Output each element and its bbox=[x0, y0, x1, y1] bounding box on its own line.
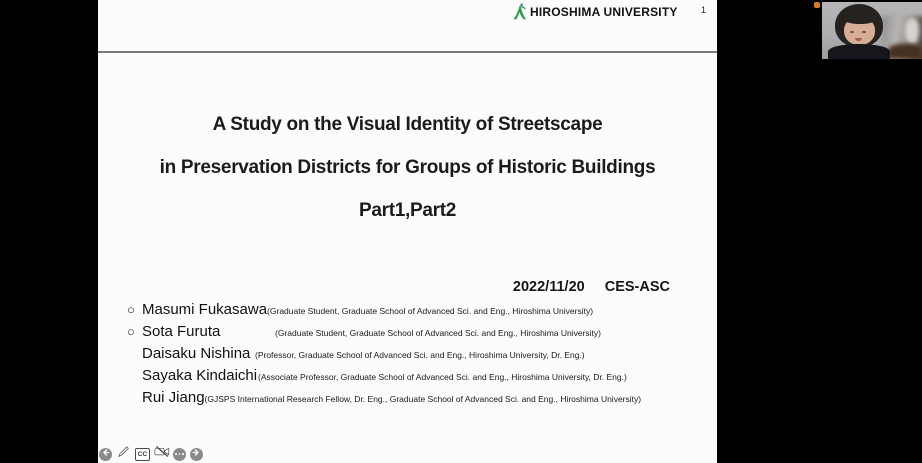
presentation-slide bbox=[98, 0, 717, 463]
arrow-left-icon bbox=[100, 445, 111, 463]
event-name: CES-ASC bbox=[604, 279, 670, 295]
pencil-icon bbox=[117, 445, 130, 463]
camera-off-icon bbox=[154, 445, 170, 463]
author-affiliation: (GJSPS International Research Fellow, Dr. Eng., Graduate School of Advanced Sci. and Eng., Hiroshima University) bbox=[204, 393, 642, 404]
author-row bbox=[127, 367, 641, 389]
presentation-date: 2022/11/20 bbox=[512, 279, 585, 295]
participant-bangs bbox=[842, 13, 878, 24]
author-affiliation: (Graduate Student, Graduate School of Advanced Sci. and Eng., Hiroshima University) bbox=[275, 327, 602, 338]
recording-indicator-dot bbox=[814, 2, 820, 8]
author-name: Daisaku Nishina bbox=[142, 344, 251, 362]
author-row bbox=[127, 345, 641, 367]
next-button[interactable] bbox=[190, 448, 203, 461]
draw-pen-button[interactable] bbox=[116, 447, 131, 461]
author-name: Sayaka Kindaichi bbox=[142, 366, 258, 384]
author-row bbox=[127, 301, 641, 323]
presenter-circle-icon: ○ bbox=[127, 323, 135, 339]
university-name: HIROSHIMA UNIVERSITY bbox=[530, 5, 678, 19]
author-affiliation: (Professor, Graduate School of Advanced Sci. and Eng., Hiroshima University, Dr. Eng.) bbox=[255, 349, 585, 360]
previous-button[interactable] bbox=[99, 448, 112, 461]
annotation-toolbar bbox=[99, 447, 203, 461]
author-affiliation: (Associate Professor, Graduate School of Advanced Sci. and Eng., Hiroshima University, Dr. Eng.) bbox=[258, 371, 627, 382]
date-line bbox=[513, 279, 670, 295]
author-affiliation: (Graduate Student, Graduate School of Advanced Sci. and Eng., Hiroshima University) bbox=[267, 306, 594, 316]
slide-header bbox=[98, 0, 717, 51]
cc-icon: CC bbox=[135, 448, 150, 461]
slide-title-line-1: A Study on the Visual Identity of Streetscape bbox=[212, 114, 603, 135]
slide-title-line-2: in Preservation Districts for Groups of Historic Buildings bbox=[159, 157, 656, 178]
author-row bbox=[127, 389, 641, 411]
author-list bbox=[127, 301, 641, 410]
webcam-background-furniture bbox=[888, 44, 922, 59]
hiroshima-university-logo-icon bbox=[511, 3, 528, 22]
camera-off-button[interactable] bbox=[154, 447, 169, 461]
author-name: Sota Furuta bbox=[142, 322, 221, 340]
arrow-right-icon bbox=[191, 445, 202, 463]
presenter-circle-icon: ○ bbox=[127, 302, 135, 317]
author-name: Rui Jiang bbox=[142, 388, 205, 406]
header-divider-line bbox=[98, 51, 717, 53]
slide-page-number: 1 bbox=[701, 5, 707, 15]
ellipsis-icon bbox=[175, 453, 183, 455]
participant-shoulders bbox=[828, 44, 890, 59]
webcam-background-person bbox=[905, 18, 919, 44]
participant-eye bbox=[850, 31, 854, 33]
slide-title-line-3: Part1,Part2 bbox=[358, 200, 457, 221]
slide-title bbox=[98, 103, 717, 232]
author-row bbox=[127, 323, 641, 345]
more-options-button[interactable] bbox=[173, 448, 186, 461]
participant-video-tile[interactable] bbox=[822, 2, 922, 59]
closed-captions-button[interactable] bbox=[135, 447, 150, 461]
author-name: Masumi Fukasawa bbox=[142, 301, 268, 318]
participant-eye bbox=[862, 31, 866, 33]
